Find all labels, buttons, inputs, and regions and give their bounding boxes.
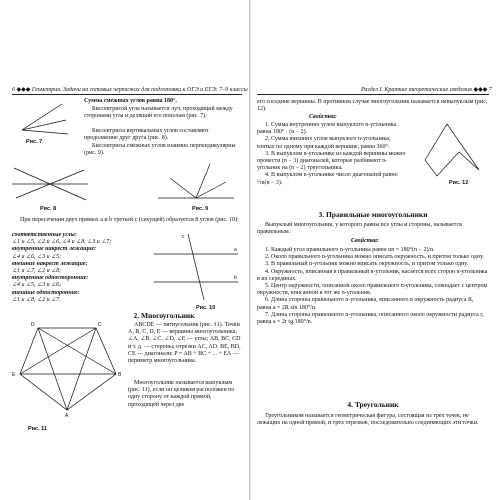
- angle-pair-heading: соответственные углы:: [12, 232, 77, 238]
- fig9-caption: Рис. 9: [192, 206, 209, 212]
- polygon-definition: ABCDE — пятиугольник (рис. 11). Точки A, B, C, D, E — вершины многоугольника; ∠A, ∠B, ∠C, ∠D, ∠E — углы; AB, BC, CD и т. д. — стороны; отрезки AC, AD, BE, BD, CE — диагонали; P = AB + BC + ... + EA — периметр многоугольника.: [128, 322, 241, 365]
- angle-pair-body: ∠1 и ∠7, ∠2 и ∠8;: [12, 268, 62, 275]
- regular-property: 6. Длина стороны правильного n-угольника, вписанного в окружность радиуса R, равна a = 2R sin 180°/n.: [257, 297, 474, 311]
- angle-pair-body: ∠4 и ∠5, ∠3 и ∠6;: [12, 282, 62, 289]
- label-A: A: [65, 413, 69, 419]
- transversal-intro: При пересечении двух прямых a и b третьей c (секущей) образуется 8 углов (рис. 10):: [20, 217, 239, 223]
- label-a: a: [234, 247, 237, 253]
- adjacent-sum-rule: Сумма смежных углов равна 180°.: [84, 98, 177, 104]
- section-4-title: 4. Треугольник: [347, 400, 399, 409]
- convex-property: 4. В выпуклом n-угольнике число диагоналей равно ½n(n − 3).: [257, 172, 398, 186]
- section-3-title: 3. Правильные многоугольники: [318, 210, 428, 219]
- label-C: C: [98, 322, 102, 328]
- label-B: B: [118, 372, 122, 378]
- convex-properties-list: [257, 122, 407, 187]
- fig7-diagram: [14, 100, 74, 140]
- fig11-caption: Рис. 11: [28, 426, 47, 432]
- right-page-header: Раздел I. Краткие теоретические сведения ◆◆◆ 7: [361, 87, 492, 93]
- left-page-header: 6 ◆◆◆ Геометрия. Задачи на готовых чертежах для подготовки к ОГЭ и ЕГЭ: 7–9 классы: [12, 87, 248, 93]
- regular-definition: Выпуклый многоугольник, у которого равны все углы и стороны, называется правильным.: [257, 222, 462, 236]
- regular-properties-list: [257, 247, 489, 326]
- right-header-rule: [257, 94, 489, 95]
- angle-pair-body: ∠1 и ∠5, ∠2 и ∠6, ∠4 и ∠8, ∠3 и ∠7;: [12, 239, 112, 246]
- angle-pair-body: ∠1 и ∠8, ∠2 и ∠7.: [12, 296, 61, 303]
- regular-property: 2. Около правильного n-угольника можно описать окружность, и притом только одну.: [265, 254, 484, 261]
- label-E: E: [12, 372, 16, 378]
- regular-property: 3. В правильный n-угольник можно вписать окружность, и притом только одну.: [265, 261, 469, 268]
- fig12-diagram: [417, 120, 487, 180]
- right-page: [251, 0, 500, 500]
- regular-property: 1. Каждый угол правильного n-угольника равен αn = 180°(n − 2)/n.: [265, 247, 435, 253]
- section-2-title: 2. Многоугольник: [133, 311, 195, 320]
- angle-pairs-list: [12, 232, 142, 304]
- adjacent-bisectors-rule: Биссектрисы смежных углов взаимно перпендикулярны (рис. 9).: [84, 143, 236, 157]
- left-header-rule: [12, 94, 242, 95]
- regular-property: 4. Окружность, вписанная в правильный n-угольник, касается всех сторон n-угольника в их серединах.: [257, 268, 488, 282]
- fig9-diagram: [156, 160, 236, 205]
- regular-property: 7. Длина стороны правильного n-угольника, описанного около окружности радиуса r, равна a = 2r tg 180°/n.: [257, 311, 484, 326]
- fig10-caption: Рис. 10: [196, 305, 216, 311]
- triangle-definition: Треугольником называется геометрическая фигура, состоящая из трех точек, не лежащих на одной прямой, и трех отрезков, последовательно соединяющих эти точки.: [257, 413, 479, 427]
- angle-pair-body: ∠4 и ∠6, ∠3 и ∠5;: [12, 253, 62, 260]
- angle-pair-heading: внешние односторонние:: [12, 289, 80, 296]
- convex-property: 2. Сумма внешних углов выпуклого n-угольника, взятых по одному при каждой вершине, равна 360°.: [257, 136, 391, 150]
- label-D: D: [31, 322, 35, 328]
- convex-definition: Многоугольник называется выпуклым (рис. 11), если он целиком расположен по одну сторону от каждой прямой, проходящей через две: [128, 380, 235, 408]
- convex-property: 1. Сумма внутренних углов выпуклого n-угольника равна 180° · (n − 2).: [257, 122, 397, 136]
- fig8-diagram: [10, 160, 90, 205]
- nonconvex-continuation: его соседние вершины. В противном случае многоугольник называется невыпуклым (рис. 12).: [257, 99, 488, 113]
- angle-pair-heading: внешние накрест лежащие:: [12, 260, 88, 267]
- fig12-caption: Рис. 12: [449, 180, 469, 186]
- regular-property: 5. Центр окружности, описанной около правильного n-угольника, совпадает с центром окружности, вписанной в тот же n-угольник.: [257, 283, 488, 297]
- angle-pair-heading: внутренние накрест лежащие:: [12, 246, 97, 253]
- angle-pair-heading: внутренние односторонние:: [12, 275, 89, 282]
- fig7-caption: Рис. 7: [26, 139, 43, 145]
- bisector-definition: Биссектрисой угла называется луч, проходящий между сторонами угла и делящий его пополам (рис. 7).: [84, 106, 233, 120]
- label-b: b: [234, 275, 237, 281]
- convex-property: 3. В выпуклом n-угольнике из каждой вершины можно провести (n − 3) диагоналей, которые разбивают n-угольник на (n − 2) треугольника.: [257, 150, 406, 172]
- label-c: c: [182, 234, 185, 240]
- regular-properties-title: Свойства:: [351, 238, 379, 244]
- vertical-bisectors-rule: Биссектрисы вертикальных углов составляют продолжение друг друга (рис. 8).: [84, 128, 209, 142]
- fig8-caption: Рис. 8: [40, 206, 57, 212]
- properties-title: Свойства:: [309, 114, 337, 120]
- fig10-diagram: [152, 230, 242, 302]
- left-page: [0, 0, 249, 500]
- fig11-diagram: [10, 322, 125, 417]
